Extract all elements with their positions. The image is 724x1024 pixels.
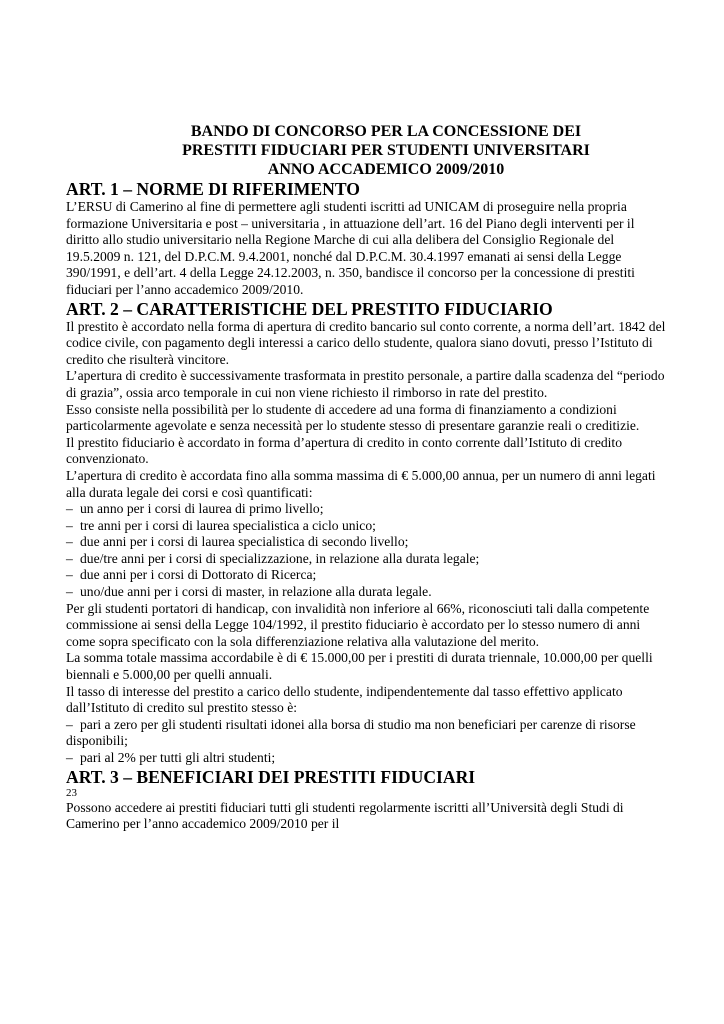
art2-paragraph-8: Il tasso di interesse del prestito a carico dello studente, indipendentemente dal tasso effettivo applicato dall’Istituto di credito sul prestito stesso è:: [66, 683, 623, 716]
art2-paragraph-2: L’apertura di credito è successivamente trasformata in prestito personale, a partire dalla scadenza del “periodo di grazia”, ossia arco temporale in cui non viene richiesto il rimborso in rate del prestito.: [66, 368, 665, 400]
title-line-1: BANDO DI CONCORSO PER LA CONCESSIONE DEI: [190, 123, 582, 140]
list-item: – un anno per i corsi di laurea di primo livello;: [66, 501, 324, 517]
document-page: [66, 122, 666, 833]
page-number: 23: [66, 786, 77, 799]
art1-heading: ART. 1 – NORME DI RIFERIMENTO: [66, 179, 360, 199]
duration-list: [66, 501, 666, 601]
document-title: [66, 122, 666, 179]
art3-heading: ART. 3 – BENEFICIARI DEI PRESTITI FIDUCIARI: [66, 766, 476, 787]
art2-paragraph-5: L’apertura di credito è accordata fino alla somma massima di € 5.000,00 annua, per un numero di anni legati alla durata legale dei corsi e così quantificati:: [66, 467, 656, 500]
title-line-2: PRESTITI FIDUCIARI PER STUDENTI UNIVERSITARI: [182, 142, 590, 159]
list-item: – pari al 2% per tutti gli altri studenti;: [66, 750, 276, 765]
list-item: – uno/due anni per i corsi di master, in relazione alla durata legale.: [66, 584, 432, 600]
title-line-3: ANNO ACCADEMICO 2009/2010: [267, 161, 505, 178]
art2-paragraph-4: Il prestito fiduciario è accordato in forma d’apertura di credito in conto corrente dall’Istituto di credito convenzionato.: [66, 434, 622, 467]
art1-body: L’ERSU di Camerino al fine di permettere agli studenti iscritti ad UNICAM di proseguire nella propria formazione Universitaria e post – universitaria , in attuazione dell’art. 16 del Piano degli interventi per il diritto allo studio universitario nella Regione Marche di cui alla delibera del Consiglio Regionale del 19.5.2009 n. 121, del D.P.C.M. 9.4.2001, nonché dal D.P.C.M. 30.4.1997 emanati ai sensi della Legge 390/1991, e dell’art. 4 della Legge 24.12.2003, n. 350, bandisce il concorso per la concessione di prestiti fiduciari per l’anno accademico 2009/2010.: [66, 199, 635, 297]
art3-body: Possono accedere ai prestiti fiduciari tutti gli studenti regolarmente iscritti all’Università degli Studi di Camerino per l’anno accademico 2009/2010 per il: [66, 799, 624, 832]
list-item: – due/tre anni per i corsi di specializzazione, in relazione alla durata legale;: [66, 550, 480, 566]
list-item: – due anni per i corsi di Dottorato di Ricerca;: [66, 567, 317, 583]
list-item: – due anni per i corsi di laurea specialistica di secondo livello;: [66, 534, 409, 550]
interest-list: [66, 717, 666, 767]
art2-paragraph-6: Per gli studenti portatori di handicap, con invalidità non inferiore al 66%, riconosciuti tali dalla competente commissione ai sensi della Legge 104/1992, il prestito fiduciario è accordato per lo stesso numero di anni come sopra specificato con la sola differenziazione relativa alla valutazione del merito.: [66, 600, 650, 649]
art2-paragraph-7: La somma totale massima accordabile è di € 15.000,00 per i prestiti di durata triennale, 10.000,00 per quelli biennali e 5.000,00 per quelli annuali.: [66, 650, 653, 683]
list-item: – tre anni per i corsi di laurea specialistica a ciclo unico;: [66, 517, 376, 533]
art2-heading: ART. 2 – CARATTERISTICHE DEL PRESTITO FIDUCIARIO: [66, 298, 553, 319]
art2-paragraph-1: Il prestito è accordato nella forma di apertura di credito bancario sul conto corrente, a norma dell’art. 1842 del codice civile, con pagamento degli interessi a carico dello studente, qualora siano dovuti, presso l’Istituto di credito che risulterà vincitore.: [66, 318, 666, 367]
list-item: – pari a zero per gli studenti risultati idonei alla borsa di studio ma non beneficiari per carenze di risorse disponibili;: [66, 716, 636, 749]
art2-paragraph-3: Esso consiste nella possibilità per lo studente di accedere ad una forma di finanziamento a condizioni particolarmente agevolate e senza necessità per lo studente stesso di presentare garanzie reali o creditizie.: [66, 401, 640, 434]
